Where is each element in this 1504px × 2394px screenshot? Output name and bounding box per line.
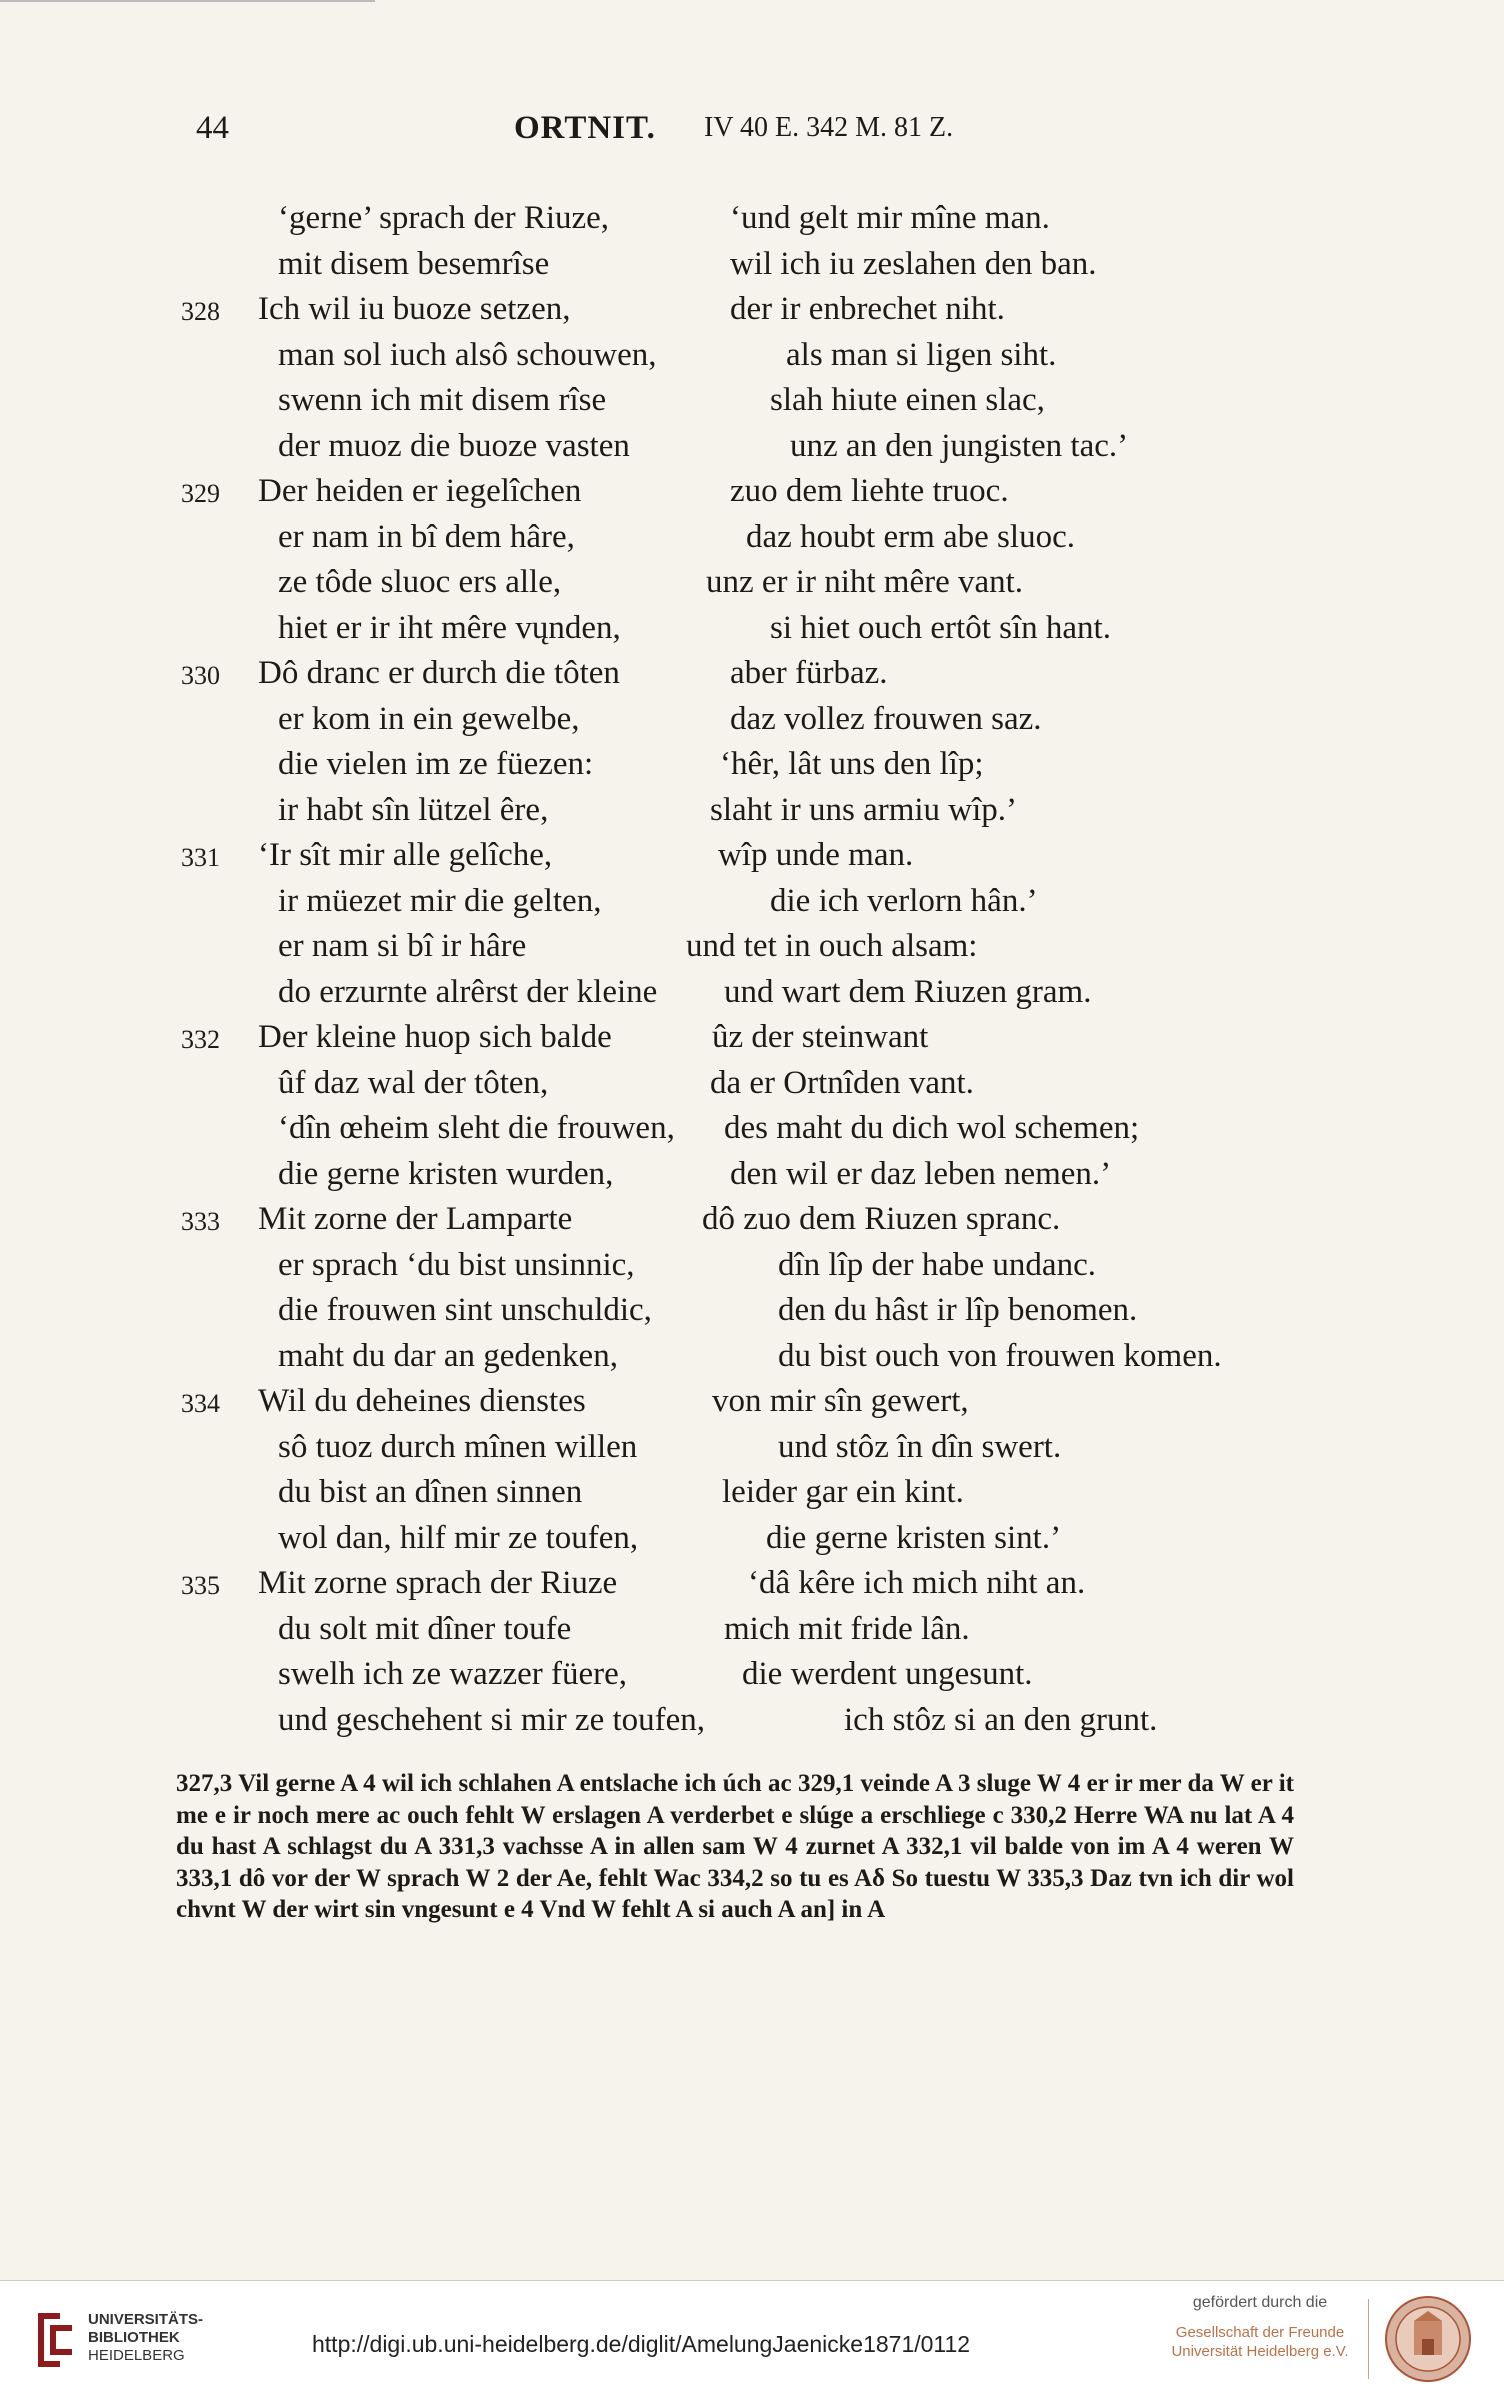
verse-second-half: den du hâst ir lîp benomen. [778,1292,1138,1328]
verse-line [0,473,1504,518]
verse-first-half: swenn ich mit disem rîse [278,382,607,418]
verse-line [0,1110,1504,1155]
verse-second-half: die werdent ungesunt. [742,1656,1033,1692]
verse-second-half: und stôz în dîn swert. [778,1428,1062,1465]
verse-second-half: slah hiute einen slac, [770,382,1045,418]
stanza-number: 332 [181,1025,220,1054]
library-name [88,2311,203,2365]
verse-line [0,246,1504,291]
verse-line [0,746,1504,791]
page-number: 44 [196,110,229,146]
library-logo-icon [30,2309,80,2371]
stanza-number: 328 [181,297,220,326]
verse-line [0,701,1504,746]
university-seal-icon [1384,2295,1472,2383]
stanza-number: 331 [181,843,220,872]
verse-line [0,837,1504,882]
verse-line [0,655,1504,700]
verse-line [0,610,1504,655]
library-name-line1: UNIVERSITÄTS- [88,2311,204,2328]
library-name-line3: HEIDELBERG [88,2347,185,2364]
verse-first-half: do erzurnte alrêrst der kleine [278,973,658,1010]
library-name-line2: BIBLIOTHEK [88,2329,180,2346]
verse-first-half: du bist an dînen sinnen [278,1474,583,1510]
verse-second-half: wîp unde man. [718,837,914,873]
verse-first-half: man sol iuch alsô schouwen, [278,336,657,373]
verse-second-half: den wil er daz leben nemen.’ [730,1155,1112,1192]
verse-first-half: ‘Ir sît mir alle gelîche, [258,837,553,873]
verse-first-half: er kom in ein gewelbe, [278,700,580,737]
verse-first-half: er nam in bî dem hâre, [278,518,575,555]
verse-line [0,291,1504,336]
sponsor-block [1160,2293,1360,2361]
verse-second-half: als man si ligen siht. [786,336,1057,373]
stanza-number: 330 [181,661,220,690]
verse-line [0,200,1504,245]
verse-second-half: unz an den jungisten tac.’ [790,427,1129,464]
verse-second-half: die ich verlorn hân.’ [770,882,1038,919]
verse-second-half: dîn lîp der habe undanc. [778,1246,1096,1283]
stanza-number: 333 [181,1207,220,1236]
verse-second-half: slaht ir uns armiu wîp.’ [710,791,1018,828]
verse-first-half: du solt mit dîner toufe [278,1610,572,1647]
sponsor-org-line1: Gesellschaft der Freunde [1175,2324,1345,2341]
verse-line [0,1565,1504,1610]
verse-second-half: und wart dem Riuzen gram. [724,973,1092,1010]
stanza-number: 329 [181,479,220,508]
verse-line [0,1292,1504,1337]
verse-first-half: Der heiden er iegelîchen [258,473,582,509]
verse-first-half: die vielen im ze füezen: [278,746,594,782]
verse-second-half: aber fürbaz. [730,655,888,691]
verse-second-half: da er Ortnîden vant. [710,1064,974,1101]
verse-first-half: maht du dar an gedenken, [278,1337,618,1374]
verse-second-half: ‘dâ kêre ich mich niht an. [748,1565,1086,1601]
verse-line [0,1611,1504,1656]
verse-second-half: des maht du dich wol schemen; [724,1110,1140,1146]
verse-line [0,1383,1504,1428]
footer-divider [1368,2299,1369,2379]
verse-second-half: du bist ouch von frouwen komen. [778,1337,1222,1374]
verse-line [0,337,1504,382]
verse-first-half: er sprach ‘du bist unsinnic, [278,1246,635,1283]
verse-first-half: wol dan, hilf mir ze toufen, [278,1519,639,1556]
verse-first-half: Wil du deheines dienstes [258,1383,586,1419]
verse-second-half: ‘und gelt mir mîne man. [730,200,1050,236]
verse-second-half: von mir sîn gewert, [712,1383,969,1419]
stanza-number: 335 [181,1571,220,1600]
verse-line [0,1474,1504,1519]
top-rule [0,0,375,2]
verse-first-half: die frouwen sint unschuldic, [278,1292,652,1328]
verse-first-half: und geschehent si mir ze toufen, [278,1701,706,1738]
verse-first-half: ûf daz wal der tôten, [278,1064,549,1101]
verse-line [0,1429,1504,1474]
verse-second-half: leider gar ein kint. [722,1474,964,1510]
verse-first-half: Ich wil iu buoze setzen, [258,291,571,327]
verse-line [0,928,1504,973]
verse-second-half: und tet in ouch alsam: [686,928,978,964]
verse-line [0,382,1504,427]
verse-first-half: der muoz die buoze vasten [278,427,630,464]
verse-line [0,1656,1504,1701]
verse-line [0,1201,1504,1246]
verse-first-half: sô tuoz durch mînen willen [278,1428,638,1465]
verse-second-half: ‘hêr, lât uns den lîp; [720,746,984,782]
verse-first-half: ir habt sîn lützel êre, [278,791,549,828]
verse-line [0,792,1504,837]
permalink-url[interactable]: http://digi.ub.uni-heidelberg.de/diglit/AmelungJaenicke1871/0112 [312,2331,971,2357]
verse-line [0,519,1504,564]
verse-second-half: ûz der steinwant [712,1019,929,1055]
verse-first-half: er nam si bî ir hâre [278,928,527,964]
page-subtitle: IV 40 E. 342 M. 81 Z. [704,112,954,143]
verse-first-half: mit disem besemrîse [278,245,550,282]
verse-second-half: daz houbt erm abe sluoc. [746,518,1075,555]
verse-second-half: mich mit fride lân. [724,1610,970,1647]
page-title: ORTNIT. [514,110,656,146]
verse-first-half: ir müezet mir die gelten, [278,882,602,919]
verse-second-half: unz er ir niht mêre vant. [706,564,1024,600]
apparatus-text: 327,3 Vil gerne A 4 wil ich schlahen A entslache ich úch ac 329,1 veinde A 3 sluge W 4 er ir mer da W er it me e ir noch mere ac ouch fehlt W erslagen A verderbet e slúge a erschliege c 330,2 Herre WA nu lat A 4 du hast A schlagst du A 331,3 vachsse A in allen sam W 4 zurnet A 332,1 vil balde von im A 4 weren W 333,1 dô vor der W sprach W 2 der Ae, fehlt Wac 334,2 so tu es Aδ So tuestu W 335,3 Daz tvn ich dir wol chvnt W der wirt sin vngesunt e 4 Vnd W fehlt A si auch A an] in A [176,1770,1294,1923]
verse-second-half: dô zuo dem Riuzen spranc. [702,1201,1061,1237]
verse-second-half: si hiet ouch ertôt sîn hant. [770,609,1111,646]
verse-first-half: Der kleine huop sich balde [258,1019,612,1055]
sponsor-label: gefördert durch die [1192,2294,1328,2311]
running-header [196,110,1296,160]
verse-second-half: daz vollez frouwen saz. [730,700,1042,737]
verse-line [0,428,1504,473]
verse-first-half: hiet er ir iht mêre vųnden, [278,609,621,646]
verse-line [0,883,1504,928]
verse-first-half: ‘dîn œheim sleht die frouwen, [278,1110,675,1146]
verse-line [0,1156,1504,1201]
verse-second-half: zuo dem liehte truoc. [730,473,1009,509]
footer-bar [0,2280,1504,2394]
verse-first-half: Dô dranc er durch die tôten [258,655,620,691]
verse-first-half: ‘gerne’ sprach der Riuze, [278,200,610,236]
verse-second-half: die gerne kristen sint.’ [766,1519,1062,1556]
verse-first-half: Mit zorne sprach der Riuze [258,1565,618,1601]
verse-first-half: die gerne kristen wurden, [278,1155,614,1192]
verse-line [0,974,1504,1019]
verse-line [0,1702,1504,1747]
stanza-number: 334 [181,1389,220,1418]
verse-first-half: Mit zorne der Lamparte [258,1201,573,1237]
verse-line [0,1520,1504,1565]
verse-second-half: der ir enbrechet niht. [730,291,1005,327]
critical-apparatus [176,1768,1294,1926]
verse-line [0,1247,1504,1292]
verse-line [0,1338,1504,1383]
verse-line [0,1019,1504,1064]
verse-second-half: wil ich iu zeslahen den ban. [730,245,1097,282]
verse-line [0,1065,1504,1110]
verse-first-half: ze tôde sluoc ers alle, [278,564,562,600]
verse-first-half: swelh ich ze wazzer füere, [278,1656,628,1692]
sponsor-org-line2: Universität Heidelberg e.V. [1171,2343,1349,2360]
verse-line [0,564,1504,609]
verse-second-half: ich stôz si an den grunt. [844,1701,1158,1738]
